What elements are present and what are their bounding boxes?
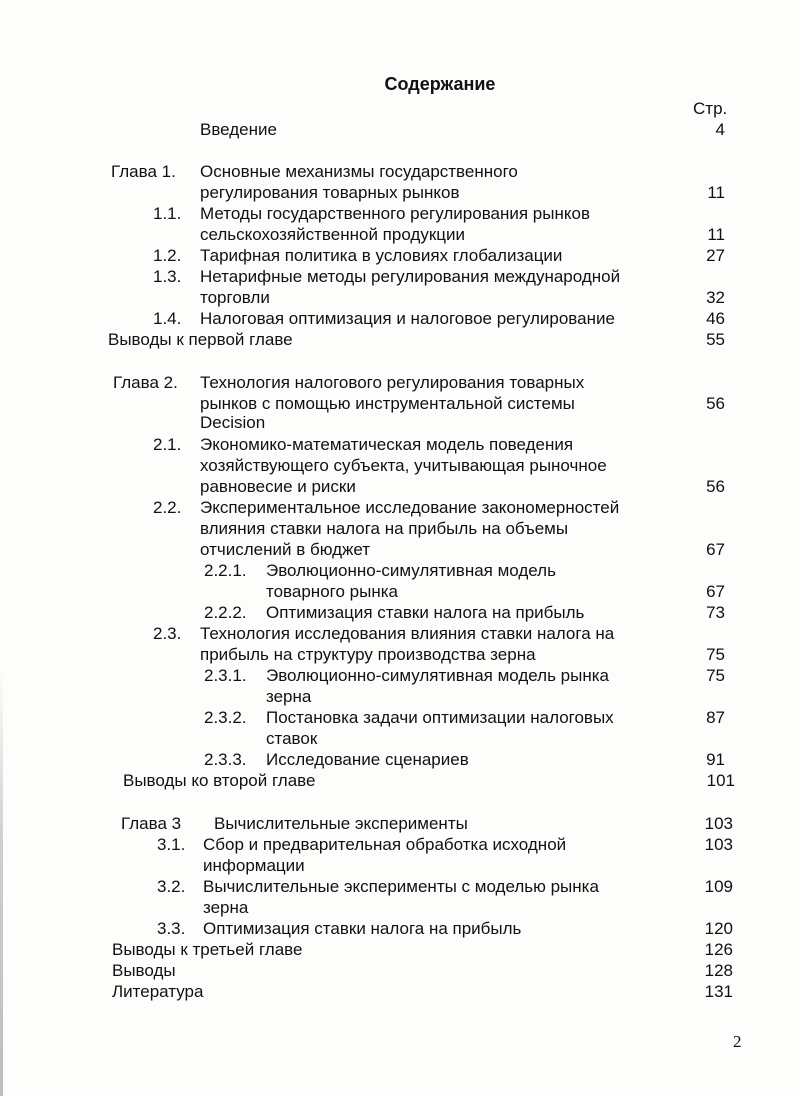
- toc-entry-line: Тарифная политика в условиях глобализации: [200, 246, 563, 265]
- toc-entry-line: сельскохозяйственной продукции: [200, 225, 465, 244]
- toc-number: Глава 2.: [113, 373, 178, 392]
- toc-page: 11: [707, 183, 725, 202]
- page-number: 2: [733, 1032, 742, 1051]
- toc-page: 67: [706, 540, 725, 559]
- toc-entry-line: Оптимизация ставки налога на прибыль: [266, 603, 585, 622]
- toc-number: 2.3.2.: [204, 708, 247, 727]
- toc-number: 1.1.: [153, 204, 182, 223]
- toc-page: 46: [706, 309, 725, 328]
- toc-page: 73: [706, 603, 725, 622]
- toc-entry-line: Методы государственного регулирования рынков: [200, 204, 590, 223]
- toc-number: Глава 3: [121, 814, 182, 833]
- toc-entry-conclusions-1: Выводы к первой главе: [108, 330, 293, 349]
- toc-page: 101: [706, 771, 735, 790]
- toc-number: 3.2.: [157, 877, 186, 896]
- toc-page: 4: [715, 120, 725, 139]
- toc-entry-line: Технология исследования влияния ставки налога на: [200, 624, 615, 643]
- toc-entry-line: торговли: [200, 288, 270, 307]
- toc-entry-line: Налоговая оптимизация и налоговое регулирование: [200, 309, 615, 328]
- toc-page: 32: [706, 288, 725, 307]
- toc-entry-line: рынков с помощью инструментальной системы: [200, 394, 575, 413]
- toc-number: 3.3.: [157, 919, 186, 938]
- toc-entry-line: Вычислительные эксперименты: [214, 814, 468, 833]
- toc-page: 56: [706, 394, 725, 413]
- toc-entry-conclusions: Выводы: [112, 961, 176, 980]
- toc-entry-line: регулирования товарных рынков: [200, 183, 460, 202]
- toc-number: 2.2.1.: [204, 561, 247, 580]
- toc-number: Глава 1.: [111, 162, 176, 181]
- toc-entry-line: Эволюционно-симулятивная модель рынка: [266, 666, 610, 685]
- toc-entry-line: равновесие и риски: [200, 477, 356, 496]
- toc-page: 126: [704, 940, 733, 959]
- toc-entry-line: прибыль на структуру производства зерна: [200, 645, 536, 664]
- toc-page: 128: [704, 961, 733, 980]
- toc-page: 11: [707, 225, 725, 244]
- toc-page: 103: [704, 835, 733, 854]
- toc-entry-line: Сбор и предварительная обработка исходной: [203, 835, 567, 854]
- page-title: Содержание: [384, 74, 496, 94]
- toc-entry-line: Технология налогового регулирования товарных: [200, 373, 585, 392]
- toc-entry-conclusions-2: Выводы ко второй главе: [123, 771, 316, 790]
- toc-entry-line: Экономико-математическая модель поведения: [200, 435, 574, 454]
- toc-page: 56: [706, 477, 725, 496]
- toc-entry-line: Эволюционно-симулятивная модель: [266, 561, 556, 580]
- toc-page: 131: [704, 982, 733, 1001]
- toc-entry-line: зерна: [203, 898, 249, 917]
- scan-edge-shadow: [0, 670, 3, 1096]
- toc-number: 2.3.3.: [204, 750, 247, 769]
- toc-number: 3.1.: [157, 835, 186, 854]
- toc-number: 2.3.: [153, 624, 182, 643]
- toc-number: 2.3.1.: [204, 666, 247, 685]
- toc-number: 1.3.: [153, 267, 182, 286]
- toc-entry-line: товарного рынка: [266, 582, 398, 601]
- toc-number: 2.2.: [153, 498, 182, 517]
- toc-page: 75: [706, 645, 725, 664]
- toc-page: 55: [706, 330, 725, 349]
- toc-entry-line: Экспериментальное исследование закономерностей: [200, 498, 620, 517]
- toc-entry-line: информации: [203, 856, 305, 875]
- toc-entry-line: влияния ставки налога на прибыль на объемы: [200, 519, 569, 538]
- toc-entry-line: ставок: [266, 729, 318, 748]
- toc-page: 27: [706, 246, 725, 265]
- toc-page: 67: [706, 582, 725, 601]
- toc-number: 2.2.2.: [204, 603, 247, 622]
- toc-page: 75: [706, 666, 725, 685]
- toc-page: 103: [704, 814, 733, 833]
- toc-entry-line: хозяйствующего субъекта, учитывающая рыночное: [200, 456, 607, 475]
- toc-entry-intro: Введение: [200, 120, 277, 139]
- toc-number: 1.4.: [153, 309, 182, 328]
- toc-page: 109: [704, 877, 733, 896]
- toc-entry-conclusions-3: Выводы к третьей главе: [112, 940, 303, 959]
- toc-page: 120: [704, 919, 733, 938]
- toc-entry-line: Нетарифные методы регулирования международной: [200, 267, 621, 286]
- toc-entry-line: Исследование сценариев: [266, 750, 469, 769]
- toc-entry-line: Decision: [200, 413, 266, 432]
- page-column-header: Стр.: [693, 99, 728, 118]
- toc-entry-literature: Литература: [112, 982, 204, 1001]
- toc-entry-line: Оптимизация ставки налога на прибыль: [203, 919, 522, 938]
- toc-entry-line: зерна: [266, 687, 312, 706]
- toc-number: 1.2.: [153, 246, 182, 265]
- toc-page: 91: [706, 750, 725, 769]
- toc-page: 87: [706, 708, 725, 727]
- toc-entry-line: Постановка задачи оптимизации налоговых: [266, 708, 614, 727]
- toc-number: 2.1.: [153, 435, 182, 454]
- toc-entry-line: Основные механизмы государственного: [200, 162, 518, 181]
- toc-entry-line: Вычислительные эксперименты с моделью рынка: [203, 877, 599, 896]
- toc-entry-line: отчислений в бюджет: [200, 540, 371, 559]
